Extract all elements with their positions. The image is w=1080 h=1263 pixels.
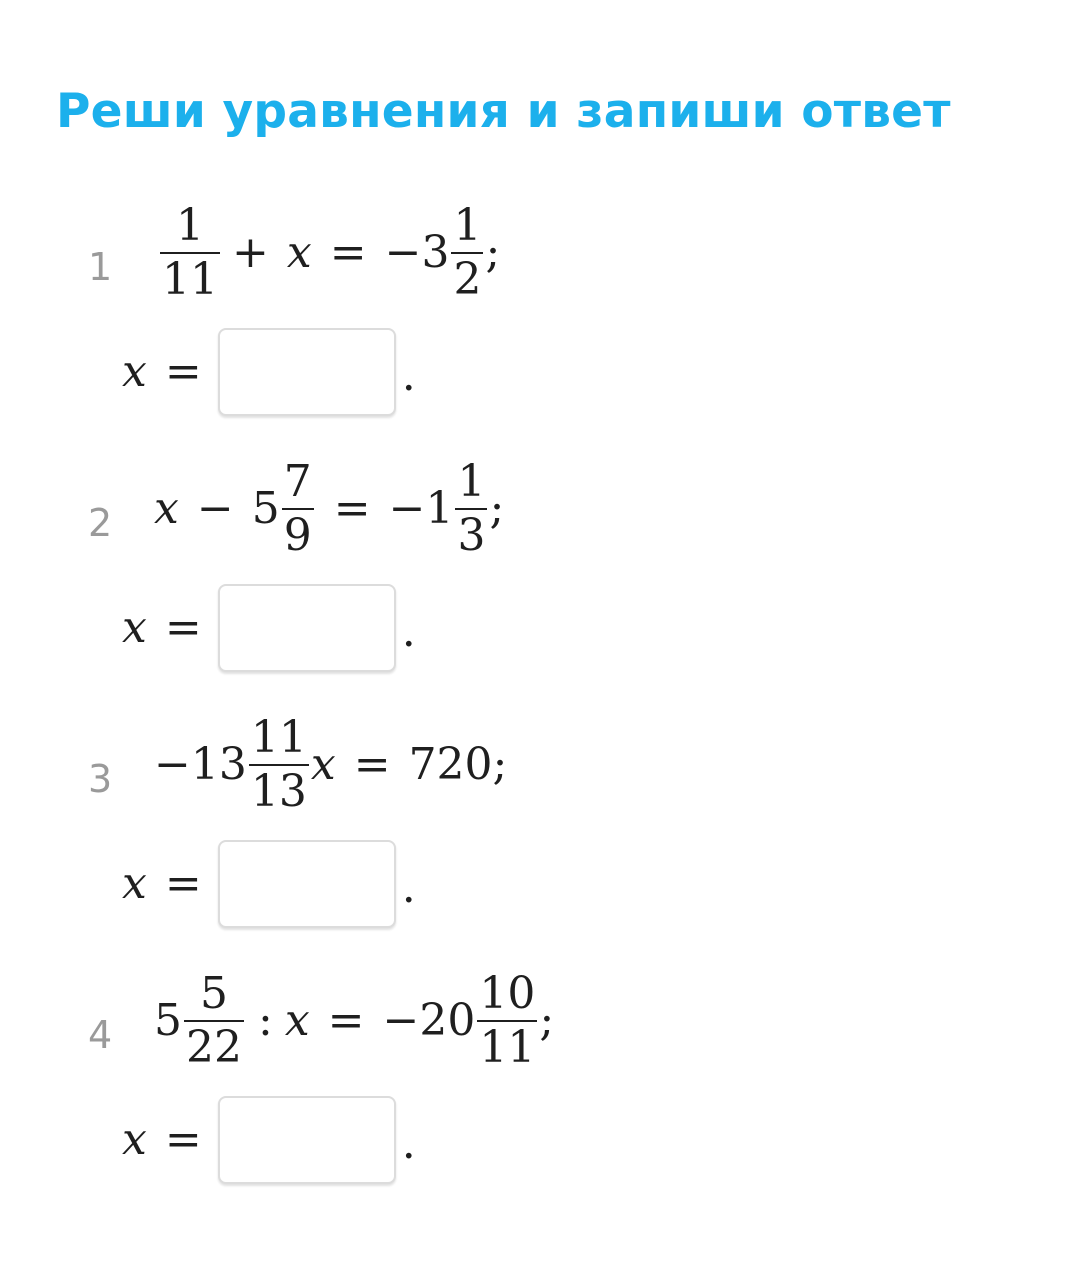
denominator: 3 [457,510,486,561]
equals-sign: = [164,602,202,653]
equals-sign: = [353,739,391,790]
fraction [451,200,483,306]
equals-sign: = [164,1114,202,1165]
page-title: Реши уравнения и запиши ответ [56,84,951,139]
task-2 [0,456,1080,696]
equation [154,456,504,562]
answer-input[interactable] [218,584,396,672]
division-colon: : [258,995,273,1046]
numerator: 11 [250,712,307,763]
equals-sign: = [327,995,365,1046]
numerator: 10 [479,968,536,1019]
answer-row [122,584,416,672]
denominator: 9 [283,510,312,561]
denominator: 22 [186,1022,242,1073]
whole-part: 5 [154,995,182,1046]
task-4 [0,968,1080,1208]
fraction [160,200,220,306]
right-hand-side: 720 [408,739,493,790]
answer-row [122,840,416,928]
minus-sign: − [196,483,234,534]
whole-part: −20 [382,995,476,1046]
period: . [401,606,416,657]
numerator: 1 [457,456,486,507]
answer-row [122,1096,416,1184]
period: . [401,1118,416,1169]
whole-part: 5 [251,483,280,534]
semicolon: ; [485,227,501,278]
equation [158,200,500,306]
fraction [249,712,309,818]
task-number: 3 [88,757,113,801]
whole-part: −13 [154,739,247,790]
denominator: 13 [250,766,307,817]
numerator: 5 [200,968,228,1019]
variable-x: x [122,346,147,397]
variable-x: x [122,1114,147,1165]
variable-x: x [286,227,312,278]
semicolon: ; [489,483,505,534]
fraction [477,968,537,1074]
equals-sign: = [164,858,202,909]
denominator: 11 [162,254,218,305]
variable-x: x [284,995,310,1046]
numerator: 1 [453,200,482,251]
denominator: 2 [453,254,482,305]
equation [154,712,507,818]
fraction [184,968,244,1074]
numerator: 1 [176,200,204,251]
task-number: 4 [88,1013,113,1057]
task-number: 1 [88,245,113,289]
equals-sign: = [164,346,202,397]
numerator: 7 [283,456,312,507]
period: . [401,862,416,913]
task-1 [0,200,1080,440]
equals-sign: = [329,227,367,278]
semicolon: ; [539,995,555,1046]
fraction [282,456,314,562]
variable-x: x [122,858,147,909]
variable-x: x [310,739,336,790]
equals-sign: = [333,483,371,534]
variable-x: x [154,483,179,534]
whole-part: −1 [388,483,454,534]
plus-sign: + [232,227,269,278]
fraction [455,456,487,562]
variable-x: x [122,602,147,653]
denominator: 11 [479,1022,536,1073]
whole-part: −3 [384,227,450,278]
answer-row [122,328,416,416]
task-3 [0,712,1080,952]
equation [154,968,554,1074]
period: . [401,350,416,401]
answer-input[interactable] [218,328,396,416]
answer-input[interactable] [218,840,396,928]
answer-input[interactable] [218,1096,396,1184]
task-number: 2 [88,501,113,545]
semicolon: ; [492,739,508,790]
